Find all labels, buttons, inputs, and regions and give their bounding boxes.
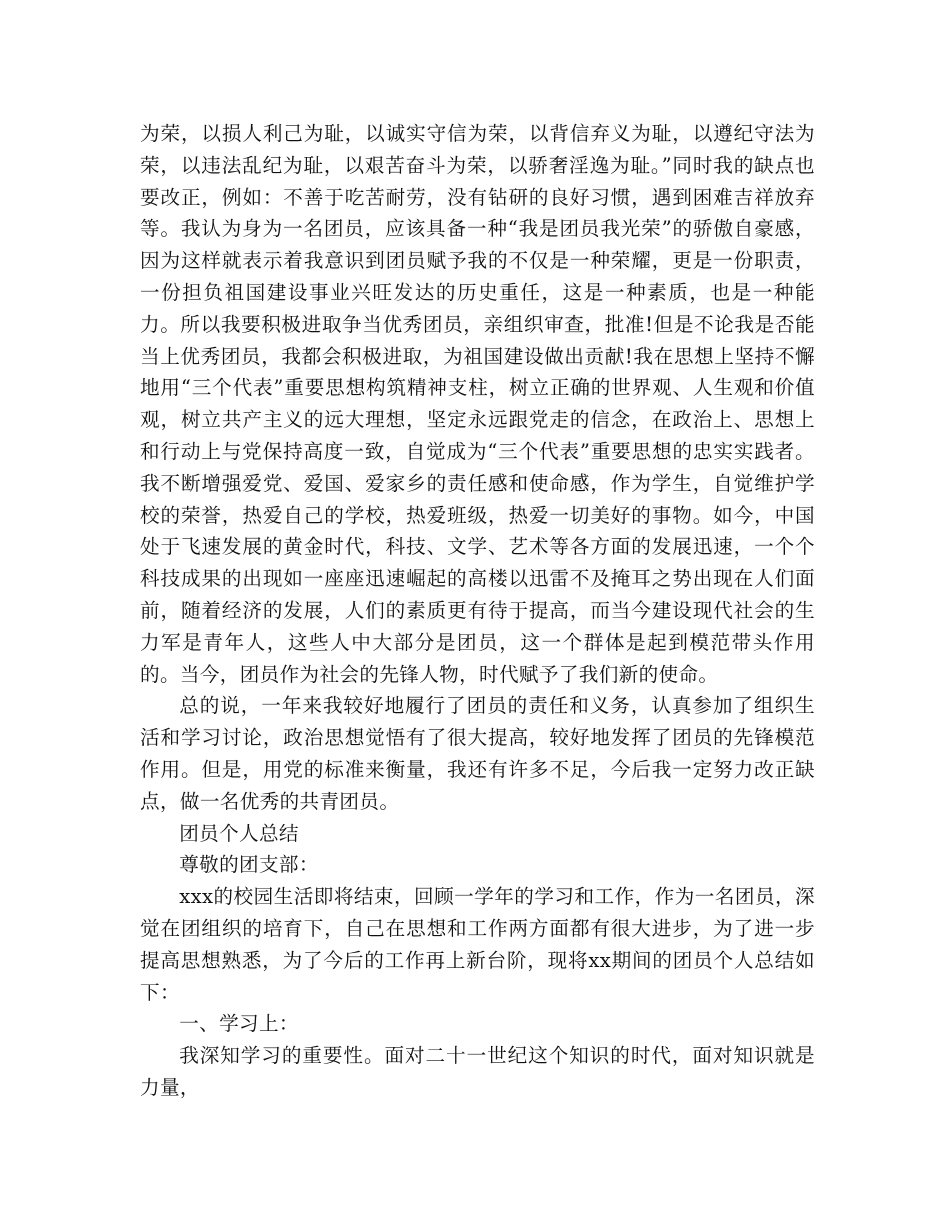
subsection-heading: 一、学习上：: [179, 1012, 299, 1036]
section-title: 团员个人总结: [179, 821, 299, 845]
document-body: [140, 118, 815, 1104]
body-paragraph-continued: 为荣，以损人利己为耻，以诚实守信为荣，以背信弃义为耻，以遵纪守法为荣，以违法乱纪为耻，以艰苦奋斗为荣，以骄奢淫逸为耻。”同时我的缺点也要改正，例如：不善于吃苦耐劳，没有钻研的良好习惯，遇到困难吉祥放弃等。我认为身为一名团员，应该具备一种“我是团员我光荣”的骄傲自豪感，因为这样就表示着我意识到团员赋予我的不仅是一种荣耀，更是一份职责，一份担负祖国建设事业兴旺发达的历史重任，这是一种素质，也是一种能力。所以我要积极进取争当优秀团员，亲组织审查，批准!但是不论我是否能当上优秀团员，我都会积极进取，为祖国建设做出贡献!我在思想上坚持不懈地用“三个代表”重要思想构筑精神支柱，树立正确的世界观、人生观和价值观，树立共产主义的远大理想，坚定永远跟党走的信念，在政治上、思想上和行动上与党保持高度一致，自觉成为“三个代表”重要思想的忠实实践者。我不断增强爱党、爱国、爱家乡的责任感和使命感，作为学生，自觉维护学校的荣誉，热爱自己的学校，热爱班级，热爱一切美好的事物。如今，中国处于飞速发展的黄金时代，科技、文学、艺术等各方面的发展迅速，一个个科技成果的出现如一座座迅速崛起的高楼以迅雷不及掩耳之势出现在人们面前，随着经济的发展，人们的素质更有待于提高，而当今建设现代社会的生力军是青年人，这些人中大部分是团员，这一个群体是起到模范带头作用的。当今，团员作为社会的先锋人物，时代赋予了我们新的使命。: [140, 122, 815, 686]
intro-paragraph: xxx的校园生活即将结束，回顾一学年的学习和工作，作为一名团员，深觉在团组织的培育下，自己在思想和工作两方面都有很大进步，为了进一步提高思想熟悉，为了今后的工作再上新台阶，现将xx期间的团员个人总结如下：: [140, 885, 815, 1004]
salutation: 尊敬的团支部：: [179, 853, 319, 877]
summary-paragraph: 总的说，一年来我较好地履行了团员的责任和义务，认真参加了组织生活和学习讨论，政治思想觉悟有了很大提高，较好地发挥了团员的先锋模范作用。但是，用党的标准来衡量，我还有许多不足，今后我一定努力改正缺点，做一名优秀的共青团员。: [140, 694, 815, 813]
study-paragraph: 我深知学习的重要性。面对二十一世纪这个知识的时代，面对知识就是力量，: [140, 1044, 815, 1099]
